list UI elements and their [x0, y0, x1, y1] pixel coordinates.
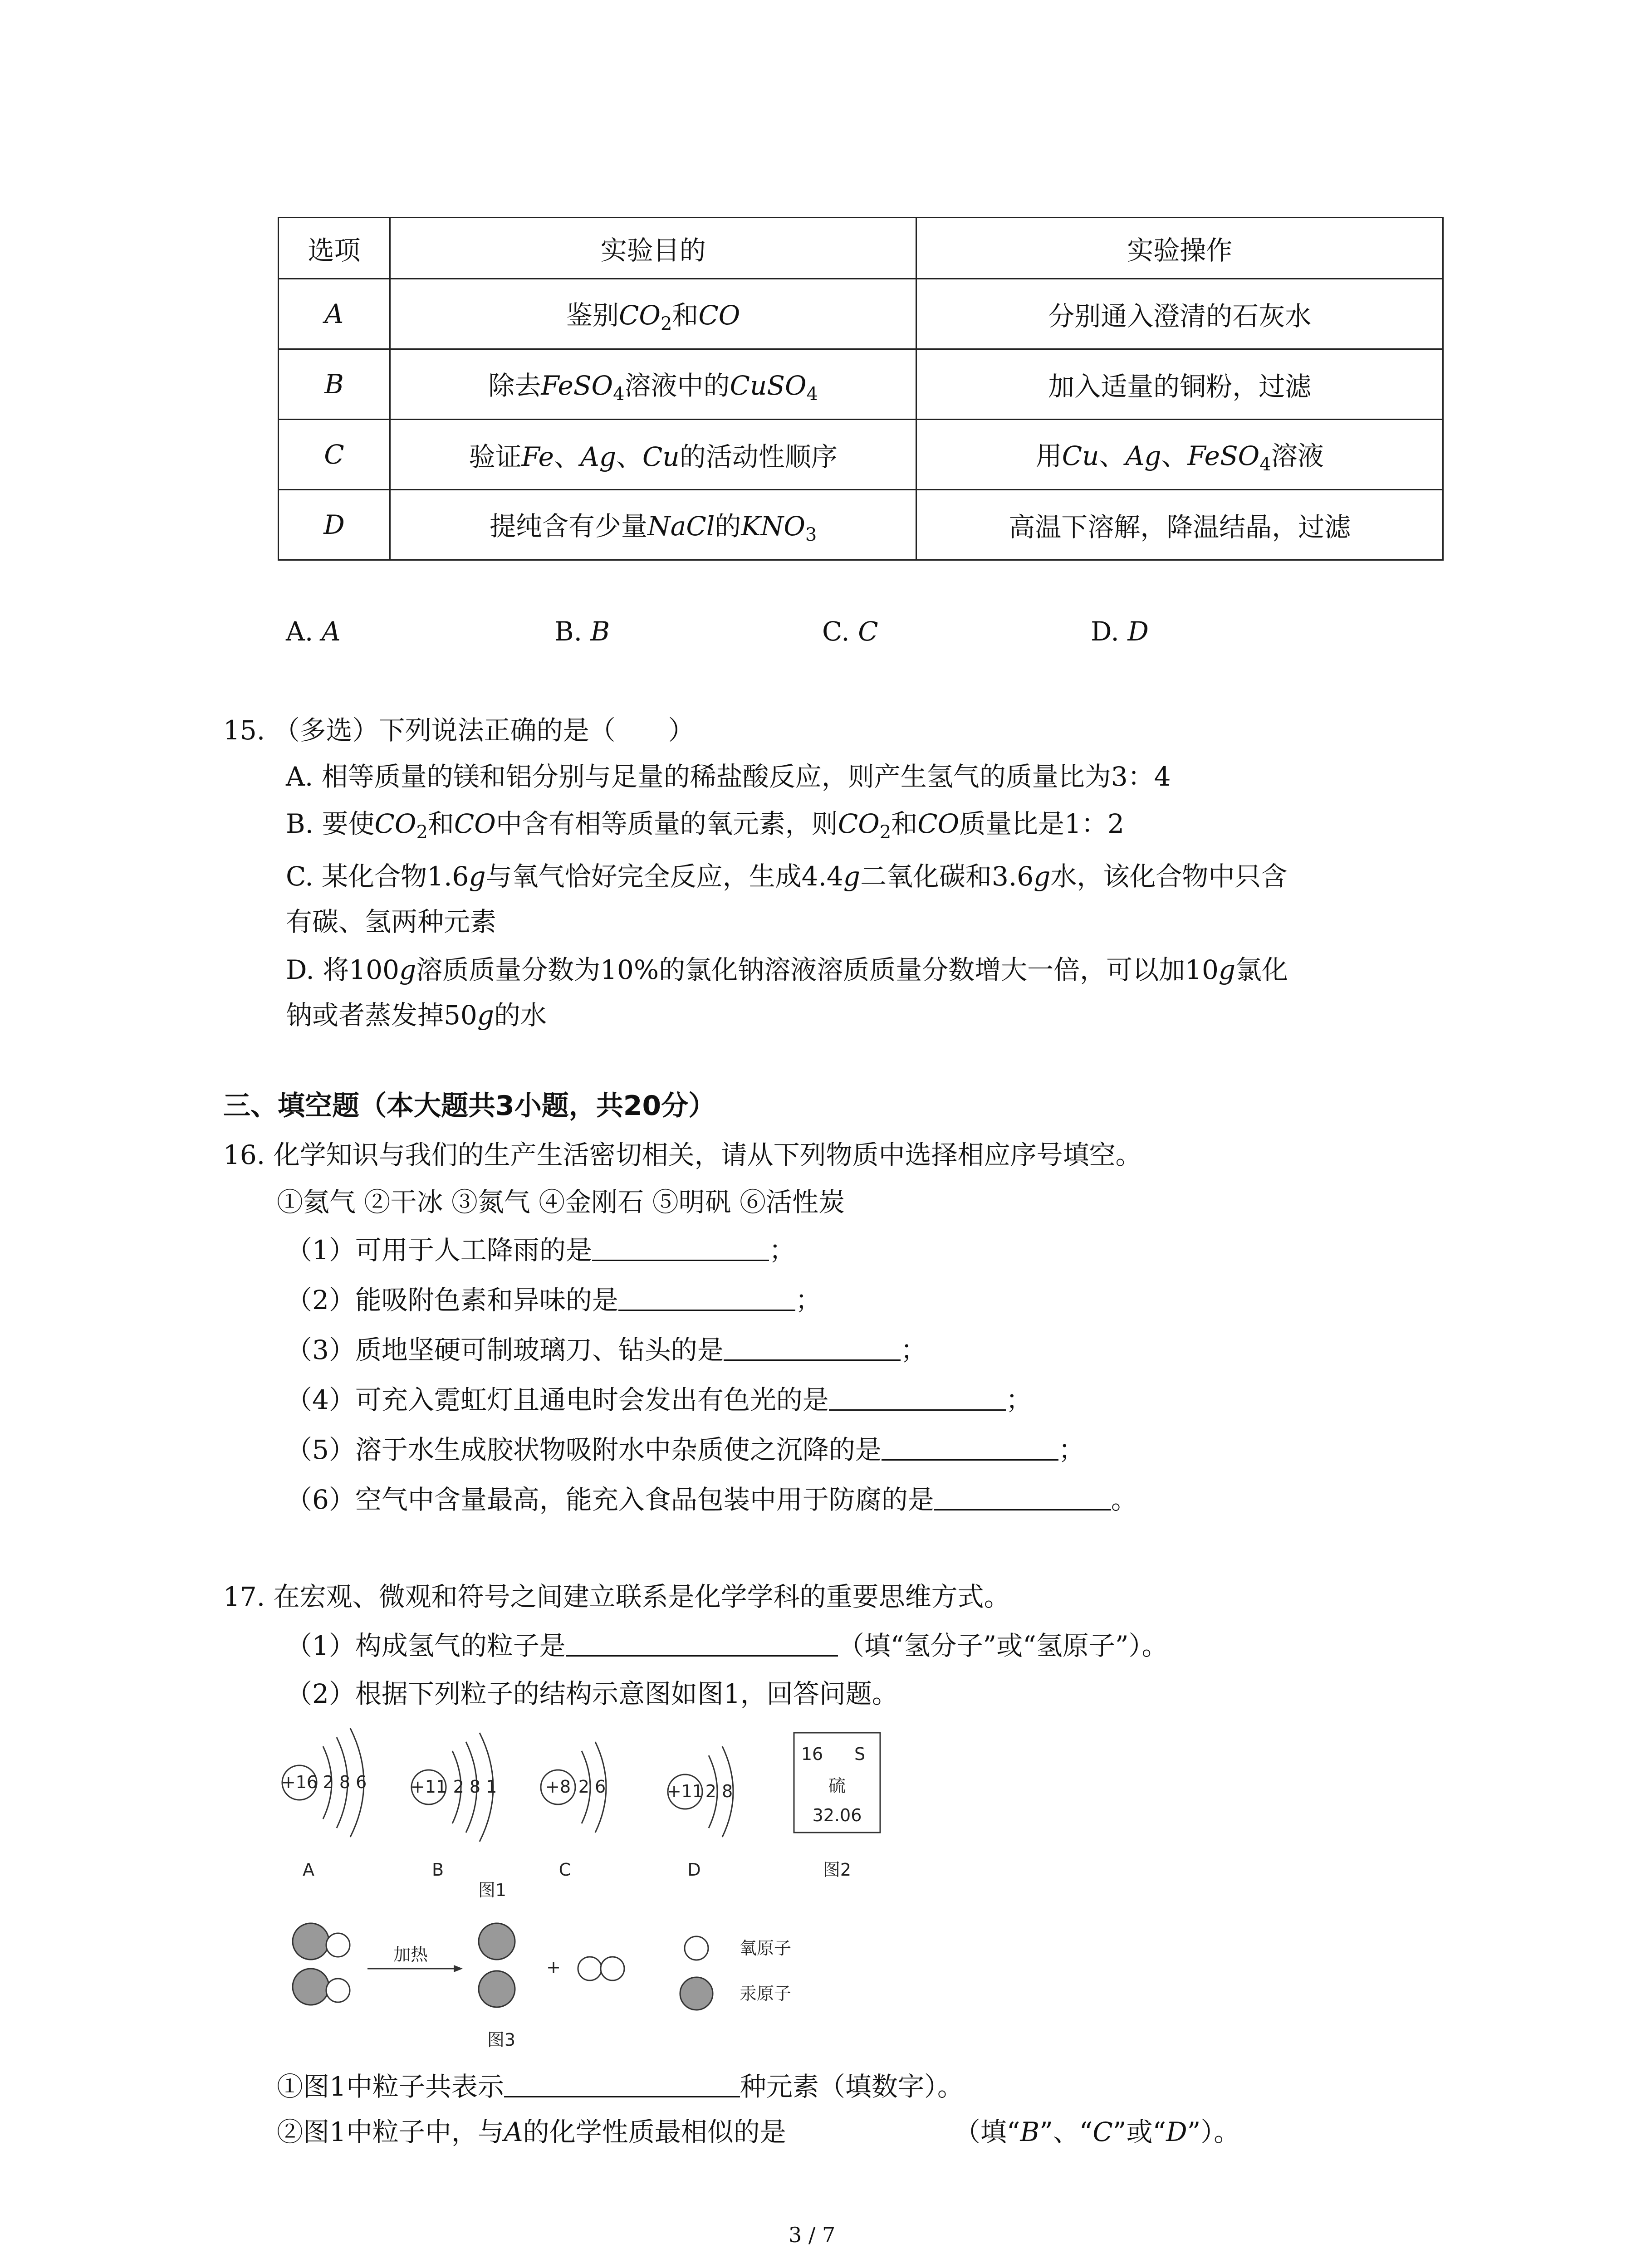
- row-option: C: [279, 420, 390, 490]
- atom-b-nucleus: +11: [410, 1777, 447, 1797]
- element-card-sulfur: [794, 1733, 880, 1880]
- q16-substances: ①氦气 ②干冰 ③氮气 ④金刚石 ⑤明矾 ⑥活性炭: [277, 1187, 845, 1217]
- q15-option-b[interactable]: B. 要使$CO_2$和CO中含有相等质量的氧元素，则$CO_2$和CO质量比是1：2: [286, 808, 1125, 843]
- product-oxygen-molecule: [578, 1957, 624, 1980]
- q16-stem: 16. 化学知识与我们的生产生活密切相关，请从下列物质中选择相应序号填空。: [223, 1139, 1142, 1170]
- element-mass: 32.06: [812, 1805, 862, 1825]
- answer-blank[interactable]: [566, 1630, 838, 1657]
- q16-sub-3: （3）质地坚硬可制玻璃刀、钻头的是 ；: [286, 1334, 927, 1365]
- atom-b-diagram: [411, 1733, 497, 1880]
- choice-c[interactable]: C. C: [822, 616, 878, 647]
- choice-b[interactable]: B. B: [554, 616, 610, 647]
- answer-blank[interactable]: [934, 1484, 1111, 1510]
- reactant-molecule-1: [293, 1923, 350, 1960]
- legend-oxygen-icon: [685, 1936, 708, 1960]
- q16-sub-4: （4）可充入霓虹灯且通电时会发出有色光的是 ；: [286, 1384, 1032, 1415]
- atom-d-shells: 2 8: [705, 1781, 733, 1801]
- header-goal: 实验目的: [390, 218, 916, 279]
- atom-b-label: B: [431, 1860, 444, 1880]
- q17-question-2: ②图1中粒子中，与A的化学性质最相似的是 （填“B”、“C”或“D”）。: [277, 2116, 1240, 2147]
- answer-blank[interactable]: [882, 1434, 1058, 1461]
- q17-sub-1: （1）构成氢气的粒子是 （填“氢分子”或“氢原子”）。: [286, 1630, 1168, 1661]
- atom-c-shells: 2 6: [578, 1777, 606, 1797]
- q15-stem: 15. （多选）下列说法正确的是（ ）: [223, 715, 695, 746]
- row-goal: 鉴别$CO_2$和CO: [390, 279, 916, 349]
- table-row: [279, 349, 1443, 420]
- q15-option-d[interactable]: D. 将100g溶质质量分数为10%的氯化钠溶液溶质质量分数增大一倍，可以加10g氯化: [286, 954, 1288, 985]
- row-goal: 验证Fe、Ag、Cu的活动性顺序: [390, 420, 916, 490]
- figure-reaction: [272, 1919, 907, 2055]
- q15-option-c-cont: 有碳、氢两种元素: [286, 906, 497, 937]
- legend-mercury-icon: [680, 1977, 713, 2010]
- figure3-caption: 图3: [487, 2030, 516, 2050]
- figure-atom-structures: [272, 1719, 907, 1910]
- legend-mercury-label: 汞原子: [740, 1984, 792, 2004]
- element-symbol: S: [854, 1744, 866, 1764]
- row-option: D: [279, 490, 390, 560]
- product-mercury-atom-2: [479, 1971, 515, 2007]
- row-operation: 高温下溶解，降温结晶，过滤: [916, 490, 1443, 560]
- row-option: B: [279, 349, 390, 420]
- q16-sub-6: （6）空气中含量最高，能充入食品包装中用于防腐的是 。: [286, 1484, 1137, 1515]
- q17-question-1: ①图1中粒子共表示 种元素（填数字）。: [277, 2071, 964, 2102]
- answer-blank[interactable]: [829, 1384, 1006, 1411]
- q16-sub-2: （2）能吸附色素和异味的是 ；: [286, 1285, 822, 1315]
- q17-stem: 17. 在宏观、微观和符号之间建立联系是化学学科的重要思维方式。: [223, 1581, 1010, 1612]
- element-number: 16: [801, 1744, 823, 1764]
- atom-a-diagram: [281, 1728, 367, 1880]
- choice-a[interactable]: A. A: [286, 616, 341, 647]
- q15-option-a[interactable]: A. 相等质量的镁和铝分别与足量的稀盐酸反应，则产生氢气的质量比为3：4: [286, 761, 1171, 792]
- atom-c-diagram: [541, 1742, 606, 1880]
- atom-d-diagram: [667, 1746, 733, 1880]
- answer-blank[interactable]: [724, 1334, 901, 1361]
- row-goal: 除去FeSO$_4$溶液中的CuSO$_4$: [390, 349, 916, 420]
- atom-c-nucleus: +8: [545, 1777, 571, 1797]
- atom-d-nucleus: +11: [666, 1781, 704, 1801]
- row-operation: 用Cu、Ag、FeSO$_4$溶液: [916, 420, 1443, 490]
- arrow-label: 加热: [393, 1945, 428, 1965]
- plus-sign: +: [546, 1957, 561, 1977]
- atom-c-label: C: [558, 1860, 571, 1880]
- section-heading: 三、填空题（本大题共3小题，共20分）: [223, 1090, 716, 1122]
- row-goal: 提纯含有少量NaCl的$KNO_3$: [390, 490, 916, 560]
- row-option: A: [279, 279, 390, 349]
- q16-sub-5: （5）溶于水生成胶状物吸附水中杂质使之沉降的是 ；: [286, 1434, 1085, 1465]
- answer-blank[interactable]: [618, 1284, 795, 1311]
- figure2-caption: 图2: [823, 1860, 852, 1880]
- atom-a-nucleus: +16: [281, 1772, 318, 1792]
- atom-d-label: D: [687, 1860, 701, 1880]
- answer-blank[interactable]: [592, 1234, 769, 1261]
- q17-sub-2: （2）根据下列粒子的结构示意图如图1，回答问题。: [286, 1678, 898, 1709]
- choice-d[interactable]: D. D: [1091, 616, 1149, 647]
- figure1-caption: 图1: [478, 1880, 507, 1900]
- table-row: [279, 420, 1443, 490]
- experiment-table: [278, 217, 1444, 561]
- atom-a-shells: 2 8 6: [323, 1772, 367, 1792]
- row-operation: 加入适量的铜粉，过滤: [916, 349, 1443, 420]
- q16-sub-1: （1）可用于人工降雨的是 ；: [286, 1235, 795, 1266]
- answer-blank[interactable]: [504, 2071, 740, 2097]
- atom-a-label: A: [303, 1860, 314, 1880]
- table-row: [279, 279, 1443, 349]
- legend-oxygen-label: 氧原子: [740, 1938, 792, 1958]
- page-number: 3 / 7: [789, 2223, 836, 2247]
- table-header-row: [279, 218, 1443, 279]
- q15-option-c[interactable]: C. 某化合物1.6g与氧气恰好完全反应，生成4.4g二氧化碳和3.6g水，该化合物中只含: [286, 861, 1288, 892]
- row-operation: 分别通入澄清的石灰水: [916, 279, 1443, 349]
- atom-b-shells: 2 8 1: [453, 1777, 497, 1797]
- header-operation: 实验操作: [916, 218, 1443, 279]
- header-option: 选项: [279, 218, 390, 279]
- element-name: 硫: [828, 1776, 846, 1796]
- table-row: [279, 490, 1443, 560]
- q15-option-d-cont: 钠或者蒸发掉50g的水: [286, 1000, 547, 1031]
- reactant-molecule-2: [293, 1969, 350, 2005]
- product-mercury-atom-1: [479, 1923, 515, 1960]
